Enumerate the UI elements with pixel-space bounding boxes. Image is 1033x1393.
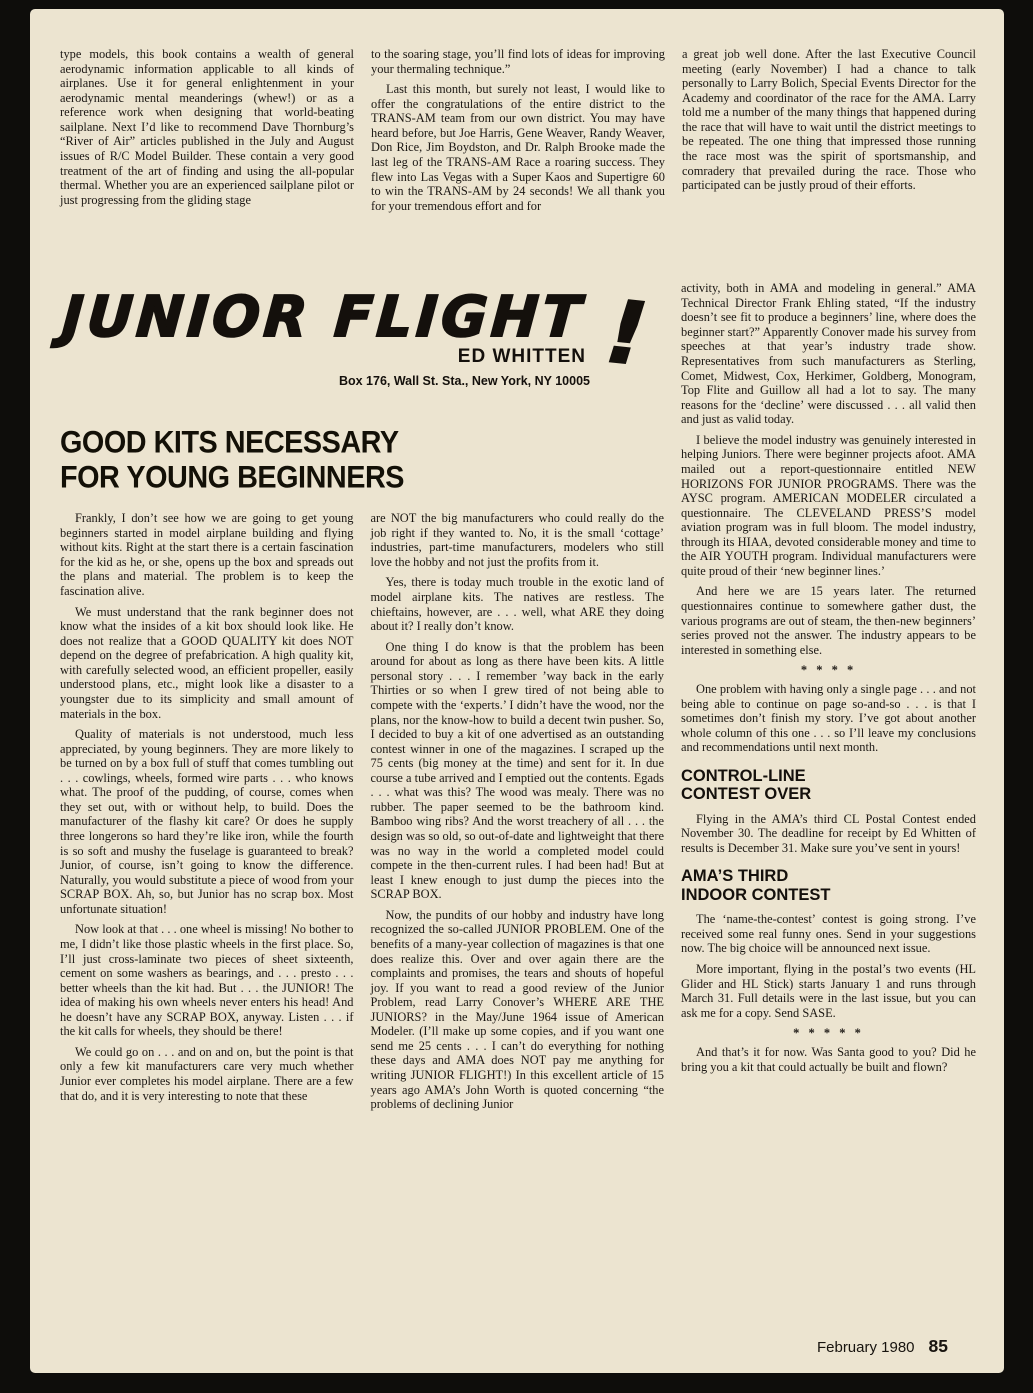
paragraph: Quality of materials is not understood, much less appreciated, by young beginners. They are more likely to be turned on by a box full of stuff that comes tumbling out . . . cowlings, wheels, formed wire parts . . . who knows what. The proof of the pudding, of course, comes when they set out, with or without help, to build. Does the manufacturer of the flashy kit care? Or does he supply three longerons so hard they’re like iron, while the fourth is so soft and mushy the fuselage is guaranteed to break? Junior, of course, isn’t going to know the difference. Naturally, you would substitute a piece of wood from your SCRAP BOX. Ah, so, but Junior has no scrap box. Most unfortunate situation! (60, 727, 354, 916)
paragraph: Flying in the AMA’s third CL Postal Contest ended November 30. The deadline for receipt by Ed Whitten of results is December 31. Make sure you’ve sent in yours! (681, 811, 976, 855)
body-column-middle (371, 511, 665, 1118)
section-heading-line-1: AMA’S THIRD (681, 867, 789, 886)
paragraph: One problem with having only a single page . . . and not being able to continue on page so-and-so . . . is that I sometimes don’t finish my story. I’ve got about another whole column of this one . . . so I’ll leave my conclusions and recommendations until next month. (681, 681, 976, 755)
paragraph: And that’s it for now. Was Santa good to you? Did he bring you a kit that could actually be built and flown? (681, 1044, 976, 1074)
page-footer (817, 1336, 948, 1357)
address-line: Box 176, Wall St. Sta., New York, NY 10005 (338, 374, 590, 389)
paragraph: Yes, there is today much trouble in the exotic land of model airplane kits. The natives are restless. The chieftains, however, are . . . well, what ARE they doing about it? I really don’t know. (370, 575, 664, 634)
section-heading-line-2: INDOOR CONTEST (681, 885, 831, 904)
column-left-area (60, 281, 664, 1118)
exclamation-mark: ! (601, 282, 652, 386)
paragraph: And here we are 15 years later. The returned questionnaires continue to somewhere gather dust, the various programs are out of steam, the then-new beginners’ series proved not the answer. The industry appears to be interested in something else. (681, 584, 976, 657)
paragraph: activity, both in AMA and modeling in general.” AMA Technical Director Frank Ehling stated, “If the industry doesn’t see fit to produce a beginners’ line, where does the beginner start?” Apparently Conover made his survey from speeches at that year’s industry trade show. Representatives from such manufacturers as Sterling, Comet, Midwest, Cox, Herkimer, Goldberg, Monogram, Top Flite and Guillow all had a lot to say. The many reasons for the ‘decline’ were discussed . . . all valid then and just as valid today. (681, 281, 976, 427)
paragraph: I believe the model industry was genuinely interested in helping Juniors. There were beginner projects afoot. AMA mailed out a report-questionnaire entitled NEW HORIZONS FOR JUNIOR PROGRAMS. There was the AYSC program. AMERICAN MODELER circulated a questionnaire. The CLEVELAND PRESS’S model aviation program was in full bloom. The model industry, through its HIAA, devoted considerable money and time to the AIR YOUTH program. Individual manufacturers were quite proud of their ‘new beginner lines.’ (681, 432, 976, 578)
magazine-page (30, 9, 1004, 1373)
paragraph: type models, this book contains a wealth of general aerodynamic information applicable to all kinds of airplanes. Use it for general enlightenment in your aerodynamic mental meanderings (whew!) or as a reference work when designing that world-beating sailplane. Next I’d like to recommend Dave Thornburg’s “River of Air” articles published in the July and August issues of R/C Model Builder. These contain a very good treatment of the art of finding and using the all-popular thermal. Whether you are an experienced sailplane pilot or just progressing from the gliding stage (60, 47, 354, 207)
paragraph: to the soaring stage, you’ll find lots of ideas for improving your thermaling technique.” (371, 47, 665, 76)
column-title-text: JUNIOR FLIGHT (60, 285, 587, 351)
top-column-3 (682, 47, 976, 219)
article-heading (60, 425, 640, 495)
paragraph: We must understand that the rank beginner does not know what the insides of a kit box should look like. He does not realize that a GOOD QUALITY kit does NOT depend on the degree of prefabrication. A high quality kit, with carefully selected wood, an efficient propeller, easily understood plans, etc., might look like a disaster to a youngster due to its simplicity and small amount of materials in the box. (60, 604, 354, 721)
paragraph: The ‘name-the-contest’ contest is going strong. I’ve received some real funny ones. Send in your suggestions now. The big choice will be announced next issue. (681, 912, 976, 956)
article-heading-line-1: GOOD KITS NECESSARY (60, 425, 399, 461)
top-column-2 (371, 47, 665, 219)
section-separator: * * * * * (793, 1026, 864, 1041)
column-title (60, 285, 669, 350)
section-heading-line-1: CONTROL-LINE (681, 766, 806, 785)
section-heading-control-line (681, 767, 976, 804)
paragraph: More important, flying in the postal’s two events (HL Glider and HL Stick) starts January 1 and runs through March 31. Full details were in the last issue, but you can ask me for a copy. Send SASE. (681, 962, 976, 1020)
section-heading-indoor-contest (681, 867, 976, 904)
column-masthead (60, 282, 664, 413)
section-separator: * * * * (800, 663, 857, 678)
body-columns (60, 511, 664, 1118)
paragraph: One thing I do know is that the problem has been around for about as long as there have been kits. A little personal story . . . I remember ’way back in the early Thirties or so when I grew tired of not being able to compete with the ‘experts.’ I didn’t have the wood, nor the plans, nor the know-how to build a decent twin pusher. So, I decided to buy a kit of one advertised as an outstanding contest winner in one of the magazines. I scraped up the 75 cents (big money at the time) and sent for it. In due course a tube arrived and I emptied out the contents. Egads . . . what was this? The wood was mealy. There was no rubber. The paper seemed to be the bathroom kind. Bamboo wing ribs? And the worst treachery of all . . . the design was so old, so out-of-date and lightweight that there was no way in the world a completed model could compete in the then-current rules. I had been had! But at least I knew enough to just dump the pieces into the SCRAP BOX. (370, 639, 664, 902)
section-heading-line-2: CONTEST OVER (681, 785, 812, 804)
article-heading-line-2: FOR YOUNG BEGINNERS (60, 460, 404, 496)
paragraph: Now look at that . . . one wheel is missing! No bother to me, I didn’t like those plastic wheels in the first place. So, I’ll just cross-laminate two pieces of sheet sixteenth, cement on some washers as bearings, and . . . presto . . . better wheels than the kit had. But . . . the JUNIOR! The idea of making his own wheels never enters his head! And he doesn’t have any SCRAP BOX, anyway. Listen . . . if the kit calls for wheels, they should be there! (60, 922, 354, 1039)
top-article-continuation (60, 47, 976, 219)
paragraph: Last this month, but surely not least, I would like to offer the congratulations of the entire district to the TRANS-AM team from our own district. You may have heard before, but Joe Harris, Gene Weaver, Randy Weaver, Don Rice, Jim Boydston, and Dr. Ralph Brooke made the last leg of the TRANS-AM Race a roaring success. They flew into Las Vegas with a Super Kaos and Supertigre 60 to win the TRANS-AM by 24 seconds! We all thank you for your tremendous effort and for (371, 82, 665, 213)
paragraph: are NOT the big manufacturers who could really do the job right if they wanted to. No, it is the small ‘cottage’ industries, part-time manufacturers, modelers who still love the hobby and not just the profits from it. (370, 511, 664, 569)
issue-date: February 1980 (816, 1339, 915, 1356)
body-column-right (681, 281, 976, 1080)
page-number: 85 (928, 1336, 948, 1356)
byline: ED WHITTEN (457, 346, 586, 368)
paragraph: a great job well done. After the last Executive Council meeting (early November) I had a chance to talk personally to Larry Bolich, Special Events Director for the Academy and coordinator of the race for the AMA. Larry told me a number of the many things that happened during the race that will have to wait until the district meetings to be repeated. The one thing that impressed those running the race most was the spirit of sportsmanship, and comradery that prevailed during the race. Those who participated can be justly proud of their efforts. (682, 47, 976, 193)
paragraph: Frankly, I don’t see how we are going to get young beginners started in model airplane building and flying without kits. Right at the start there is a certain fascination for the kid as he, or she, opens up the box and spreads out the plans and material. The problem is to keep the fascination alive. (60, 511, 354, 598)
junior-flight-column (60, 281, 976, 1118)
paragraph: We could go on . . . and on and on, but the point is that only a few kit manufacturers care very much whether Junior ever completes his model airplane. There are a few that do, and it is very interesting to note that these (60, 1044, 354, 1103)
body-column-left (60, 511, 354, 1118)
paragraph: Now, the pundits of our hobby and industry have long recognized the so-called JUNIOR PROBLEM. One of the benefits of a many-year collection of magazines is that one does realize this. Over and over again there are the complaints and promises, the tears and shouts of hopeful joy. If you want to read a good review of the Junior Problem, read Larry Conover’s WHERE ARE THE JUNIORS? in the May/June 1964 issue of American Modeler. (I’ll make up some copies, and if you want one send me 25 cents . . . I can’t do everything for nothing these days and AMA does NOT pay me anything for writing JUNIOR FLIGHT!) In this excellent article of 15 years ago AMA’s John Worth is quoted concerning “the problems of declining Junior (370, 907, 664, 1112)
top-column-1 (60, 47, 354, 219)
